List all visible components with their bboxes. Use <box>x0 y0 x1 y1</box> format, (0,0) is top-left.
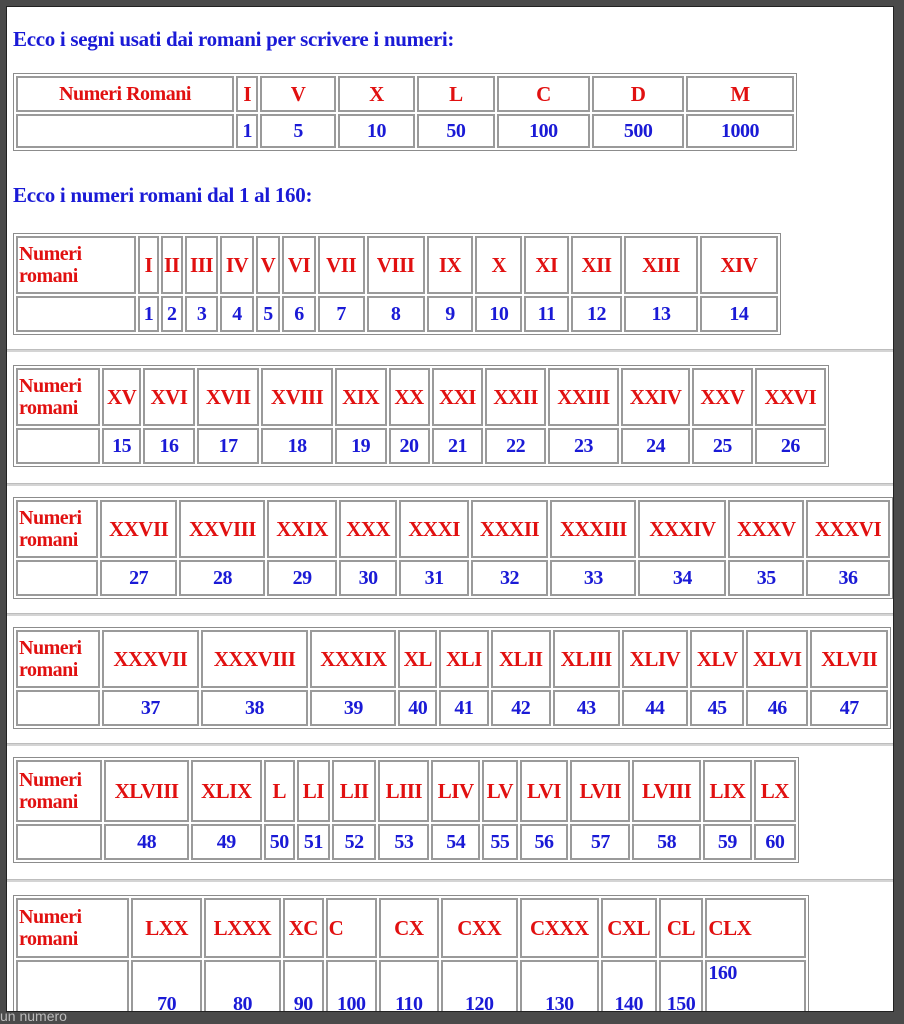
value-cell: 30 <box>339 560 398 596</box>
value-cell: 55 <box>482 824 517 860</box>
roman-cell: XIV <box>700 236 778 294</box>
roman-cell: XLVI <box>746 630 808 688</box>
value-cell: 14 <box>700 296 778 332</box>
roman-table-3 <box>13 497 893 599</box>
roman-table-2 <box>13 365 829 467</box>
roman-cell: XIII <box>624 236 698 294</box>
value-cell: 80 <box>204 960 281 1012</box>
row-label-line-1: Numeri <box>19 375 82 397</box>
roman-table-5 <box>13 757 799 863</box>
value-cell: 36 <box>806 560 890 596</box>
row-label-line-1: Numeri <box>19 507 82 529</box>
value-cell: 21 <box>432 428 484 464</box>
row-label <box>16 630 100 688</box>
row-label-line-2: romani <box>19 928 78 950</box>
roman-cell: XLV <box>690 630 744 688</box>
roman-cell: C <box>326 898 377 958</box>
value-cell: 90 <box>283 960 324 1012</box>
value-cell: 40 <box>398 690 437 726</box>
value-cell: 31 <box>399 560 468 596</box>
separator <box>7 879 893 882</box>
value-cell: 54 <box>431 824 480 860</box>
roman-cell: XXXV <box>728 500 804 558</box>
roman-cell: XXXIII <box>550 500 636 558</box>
roman-cell: XXXII <box>471 500 549 558</box>
value-cell: 32 <box>471 560 549 596</box>
sign-roman: I <box>236 76 258 112</box>
roman-cell: LIII <box>378 760 429 822</box>
value-cell: 7 <box>318 296 365 332</box>
value-cell: 5 <box>256 296 281 332</box>
roman-cell: CXL <box>601 898 657 958</box>
roman-cell: XXXVII <box>102 630 199 688</box>
row-label-line-1: Numeri <box>19 769 82 791</box>
row-label-line-2: romani <box>19 265 78 287</box>
value-cell: 42 <box>491 690 551 726</box>
row-label <box>16 236 136 294</box>
value-cell: 39 <box>310 690 396 726</box>
value-cell: 33 <box>550 560 636 596</box>
value-cell: 45 <box>690 690 744 726</box>
blank-cell <box>16 690 100 726</box>
roman-cell: II <box>161 236 183 294</box>
signs-label: Numeri Romani <box>16 76 234 112</box>
value-cell: 60 <box>754 824 796 860</box>
sign-roman: V <box>260 76 335 112</box>
value-cell: 24 <box>621 428 690 464</box>
value-cell: 23 <box>548 428 619 464</box>
value-cell: 58 <box>632 824 701 860</box>
roman-cell: XVIII <box>261 368 332 426</box>
roman-cell: VIII <box>367 236 425 294</box>
roman-cell: X <box>475 236 522 294</box>
roman-cell: XXVIII <box>179 500 265 558</box>
value-cell: 53 <box>378 824 429 860</box>
roman-cell: XX <box>389 368 430 426</box>
blank-cell <box>16 428 100 464</box>
value-cell: 4 <box>220 296 253 332</box>
value-cell: 20 <box>389 428 430 464</box>
value-cell: 46 <box>746 690 808 726</box>
value-cell: 29 <box>267 560 336 596</box>
value-cell: 3 <box>185 296 218 332</box>
value-cell: 50 <box>264 824 295 860</box>
value-cell: 51 <box>297 824 330 860</box>
sign-roman: X <box>338 76 415 112</box>
separator <box>7 743 893 746</box>
roman-cell: XC <box>283 898 324 958</box>
value-cell: 160 <box>705 960 806 1012</box>
roman-cell: LV <box>482 760 517 822</box>
signs-table <box>13 73 797 151</box>
roman-cell: I <box>138 236 158 294</box>
value-cell: 70 <box>131 960 202 1012</box>
roman-cell: LVI <box>520 760 569 822</box>
value-cell: 43 <box>553 690 620 726</box>
roman-cell: LIV <box>431 760 480 822</box>
value-cell: 22 <box>485 428 545 464</box>
roman-cell: IV <box>220 236 253 294</box>
roman-cell: LVIII <box>632 760 701 822</box>
roman-cell: CXXX <box>520 898 599 958</box>
sign-value: 50 <box>417 114 494 148</box>
roman-cell: V <box>256 236 281 294</box>
document-page <box>6 6 894 1012</box>
value-cell: 59 <box>703 824 752 860</box>
roman-cell: VI <box>282 236 315 294</box>
sign-value: 100 <box>497 114 591 148</box>
roman-cell: CX <box>379 898 439 958</box>
roman-cell: LII <box>332 760 376 822</box>
separator <box>7 349 893 352</box>
value-cell: 110 <box>379 960 439 1012</box>
roman-cell: XXX <box>339 500 398 558</box>
row-label <box>16 898 129 958</box>
footer-text: un numero <box>0 1008 67 1024</box>
roman-cell: III <box>185 236 218 294</box>
roman-cell: LX <box>754 760 796 822</box>
row-label <box>16 760 102 822</box>
sign-value: 10 <box>338 114 415 148</box>
sign-roman: M <box>686 76 794 112</box>
roman-cell: XLVIII <box>104 760 188 822</box>
roman-cell: XI <box>524 236 569 294</box>
value-cell: 6 <box>282 296 315 332</box>
row-label-line-1: Numeri <box>19 243 82 265</box>
value-cell: 17 <box>197 428 260 464</box>
value-cell: 16 <box>143 428 195 464</box>
roman-cell: XXIII <box>548 368 619 426</box>
sign-value: 1 <box>236 114 258 148</box>
separator <box>7 613 893 616</box>
row-label <box>16 500 98 558</box>
value-cell: 56 <box>520 824 569 860</box>
sign-roman: L <box>417 76 494 112</box>
value-cell: 130 <box>520 960 599 1012</box>
value-cell: 11 <box>524 296 569 332</box>
row-label-line-2: romani <box>19 529 78 551</box>
roman-cell: CLX <box>705 898 806 958</box>
sign-value: 1000 <box>686 114 794 148</box>
blank-cell <box>16 296 136 332</box>
value-cell: 49 <box>191 824 262 860</box>
blank-cell <box>16 960 129 1012</box>
value-cell: 25 <box>692 428 752 464</box>
value-cell: 41 <box>439 690 488 726</box>
row-label-line-2: romani <box>19 397 78 419</box>
value-cell: 150 <box>659 960 704 1012</box>
row-label-line-2: romani <box>19 791 78 813</box>
roman-cell: XVII <box>197 368 260 426</box>
roman-cell: XLII <box>491 630 551 688</box>
blank-cell <box>16 824 102 860</box>
value-cell: 19 <box>335 428 387 464</box>
value-cell: 9 <box>427 296 474 332</box>
roman-cell: XXV <box>692 368 752 426</box>
value-cell: 48 <box>104 824 188 860</box>
roman-cell: LXX <box>131 898 202 958</box>
roman-cell: XXI <box>432 368 484 426</box>
roman-cell: XLIII <box>553 630 620 688</box>
roman-cell: VII <box>318 236 365 294</box>
value-cell: 2 <box>161 296 183 332</box>
roman-cell: XXVII <box>100 500 178 558</box>
roman-cell: XXXIV <box>638 500 726 558</box>
value-cell: 37 <box>102 690 199 726</box>
roman-cell: XLIV <box>622 630 689 688</box>
value-cell: 8 <box>367 296 425 332</box>
roman-cell: XXXVIII <box>201 630 309 688</box>
roman-cell: XXXVI <box>806 500 890 558</box>
roman-cell: LXXX <box>204 898 281 958</box>
value-cell: 18 <box>261 428 332 464</box>
sign-roman: C <box>497 76 591 112</box>
roman-cell: LVII <box>570 760 630 822</box>
roman-cell: IX <box>427 236 474 294</box>
blank-cell <box>16 560 98 596</box>
roman-table-6 <box>13 895 809 1012</box>
value-cell: 34 <box>638 560 726 596</box>
roman-table-4 <box>13 627 891 729</box>
separator <box>7 483 893 486</box>
heading-list: Ecco i numeri romani dal 1 al 160: <box>13 183 313 207</box>
sign-value: 500 <box>592 114 684 148</box>
value-cell: 100 <box>326 960 377 1012</box>
value-cell: 57 <box>570 824 630 860</box>
roman-cell: XXXIX <box>310 630 396 688</box>
roman-cell: XLIX <box>191 760 262 822</box>
row-label-line-2: romani <box>19 659 78 681</box>
value-cell: 38 <box>201 690 309 726</box>
value-cell: 35 <box>728 560 804 596</box>
value-cell: 26 <box>755 428 826 464</box>
value-cell: 52 <box>332 824 376 860</box>
value-cell: 47 <box>810 690 888 726</box>
roman-cell: XL <box>398 630 437 688</box>
value-cell: 15 <box>102 428 141 464</box>
roman-cell: XV <box>102 368 141 426</box>
blank-cell <box>16 114 234 148</box>
roman-cell: L <box>264 760 295 822</box>
row-label-line-1: Numeri <box>19 637 82 659</box>
value-cell: 44 <box>622 690 689 726</box>
roman-cell: XXVI <box>755 368 826 426</box>
value-cell: 10 <box>475 296 522 332</box>
roman-cell: XIX <box>335 368 387 426</box>
value-cell: 27 <box>100 560 178 596</box>
value-cell: 12 <box>571 296 622 332</box>
roman-cell: LIX <box>703 760 752 822</box>
roman-cell: XXII <box>485 368 545 426</box>
roman-cell: XXIX <box>267 500 336 558</box>
roman-cell: LI <box>297 760 330 822</box>
roman-cell: CXX <box>441 898 518 958</box>
roman-cell: XXIV <box>621 368 690 426</box>
roman-cell: XII <box>571 236 622 294</box>
value-cell: 120 <box>441 960 518 1012</box>
roman-cell: XVI <box>143 368 195 426</box>
sign-value: 5 <box>260 114 335 148</box>
sign-roman: D <box>592 76 684 112</box>
roman-cell: XXXI <box>399 500 468 558</box>
value-cell: 28 <box>179 560 265 596</box>
roman-table-1 <box>13 233 781 335</box>
value-cell: 140 <box>601 960 657 1012</box>
row-label-line-1: Numeri <box>19 906 82 928</box>
roman-cell: XLI <box>439 630 488 688</box>
roman-cell: XLVII <box>810 630 888 688</box>
value-cell: 13 <box>624 296 698 332</box>
roman-cell: CL <box>659 898 704 958</box>
heading-signs: Ecco i segni usati dai romani per scrivere i numeri: <box>13 27 455 51</box>
row-label <box>16 368 100 426</box>
value-cell: 1 <box>138 296 158 332</box>
